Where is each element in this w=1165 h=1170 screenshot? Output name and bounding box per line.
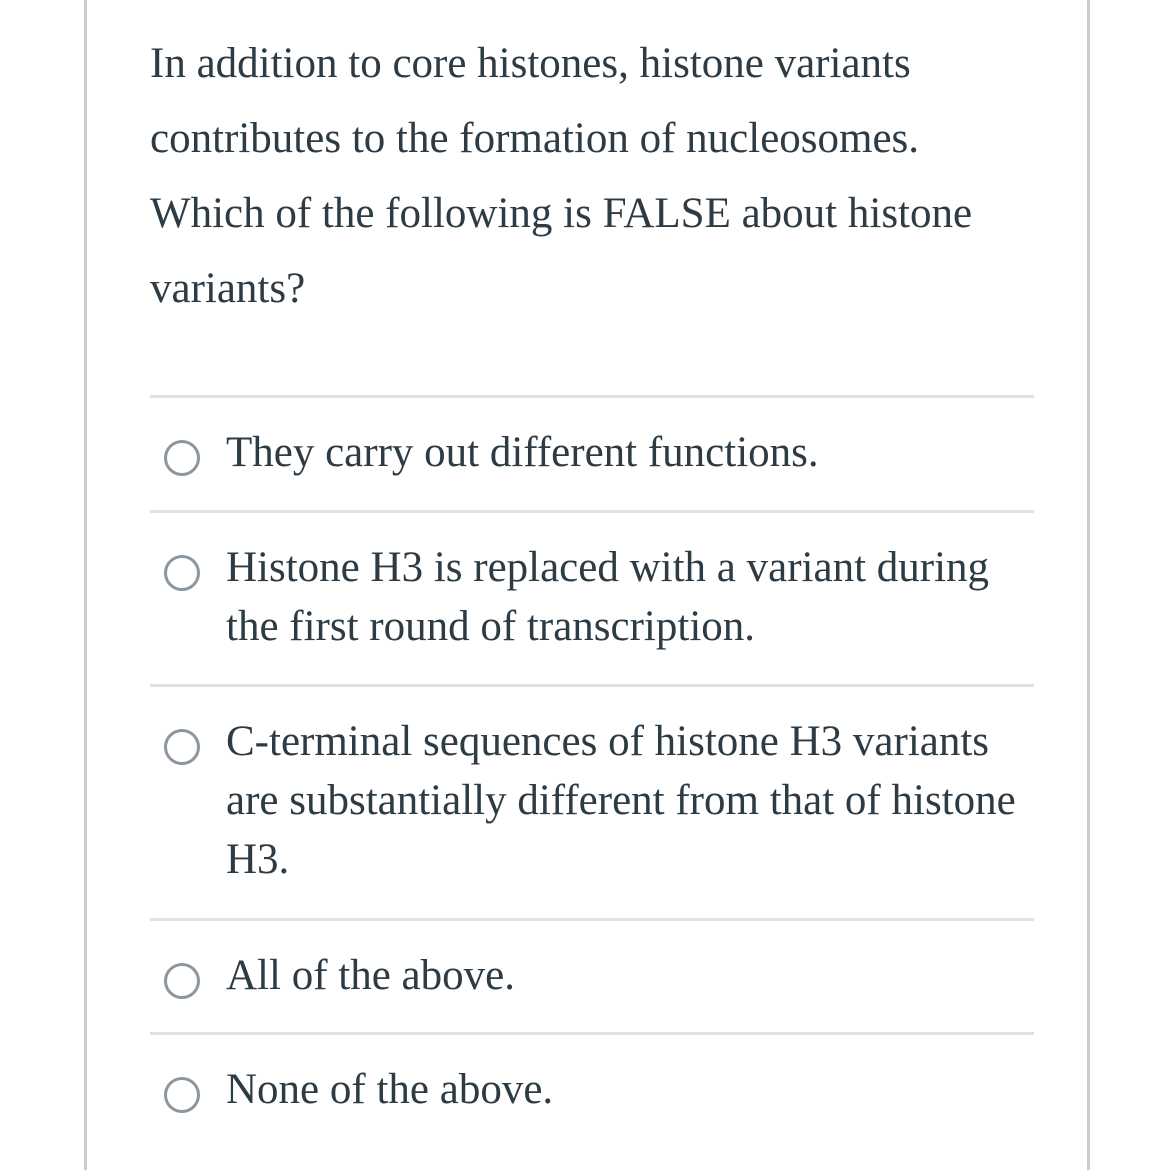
answer-label: Histone H3 is replaced with a variant during the first round of transcription. <box>226 544 990 650</box>
radio-button-icon[interactable] <box>164 963 200 999</box>
answer-option-2[interactable] <box>150 510 1034 684</box>
answer-label: C-terminal sequences of histone H3 variants are substantially different from that of histone H3. <box>226 718 1016 883</box>
answer-option-5[interactable] <box>150 1032 1034 1162</box>
answer-option-3[interactable] <box>150 684 1034 918</box>
radio-button-icon[interactable] <box>164 555 200 591</box>
quiz-question-panel <box>84 0 1090 1170</box>
question-text: In addition to core histones, histone variants contributes to the formation of nucleosomes. Which of the following is FALSE about histone variants? <box>150 40 973 312</box>
radio-button-icon[interactable] <box>164 729 200 765</box>
answer-option-4[interactable] <box>150 918 1034 1032</box>
radio-button-icon[interactable] <box>164 440 200 476</box>
radio-button-icon[interactable] <box>164 1077 200 1113</box>
answer-label: They carry out different functions. <box>226 429 819 476</box>
answer-list <box>150 395 1034 1162</box>
answer-label: All of the above. <box>226 952 515 999</box>
answer-option-1[interactable] <box>150 395 1034 510</box>
answer-label: None of the above. <box>226 1066 554 1113</box>
